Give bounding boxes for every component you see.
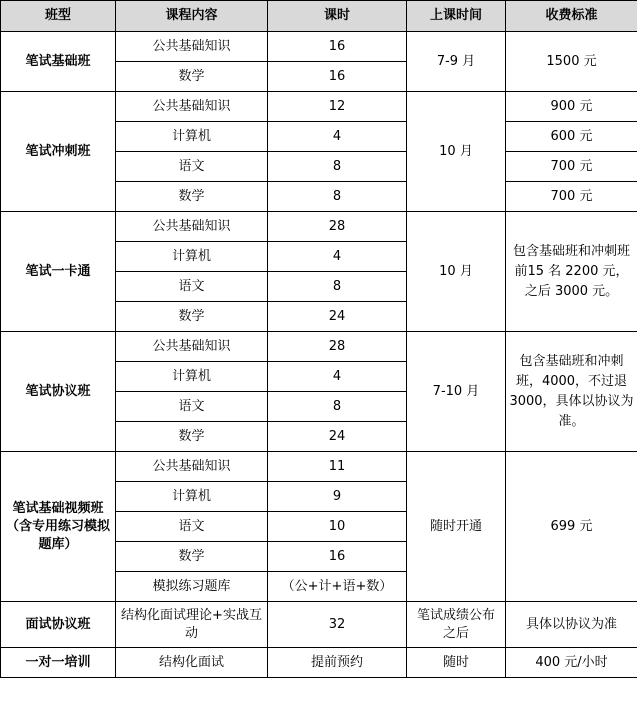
class-name: 笔试协议班 [1, 332, 116, 452]
course-hours: 16 [268, 62, 407, 92]
course-subject: 计算机 [116, 482, 268, 512]
class-time: 随时开通 [407, 452, 506, 602]
class-fee: 包含基础班和冲刺班，4000，不过退3000，具体以协议为准。 [506, 332, 637, 452]
course-hours: 9 [268, 482, 407, 512]
course-subject: 数学 [116, 302, 268, 332]
class-name: 笔试基础班 [1, 32, 116, 92]
table-row [1, 452, 637, 482]
header-course-content: 课程内容 [116, 1, 268, 32]
header-hours: 课时 [268, 1, 407, 32]
course-subject: 语文 [116, 152, 268, 182]
class-name: 笔试基础视频班（含专用练习模拟题库） [1, 452, 116, 602]
course-hours: 4 [268, 122, 407, 152]
class-name: 面试协议班 [1, 602, 116, 648]
class-time: 7-9 月 [407, 32, 506, 92]
course-hours: 4 [268, 242, 407, 272]
course-hours: 24 [268, 422, 407, 452]
table-row [1, 92, 637, 122]
class-name: 一对一培训 [1, 648, 116, 678]
course-hours: 24 [268, 302, 407, 332]
course-subject: 计算机 [116, 362, 268, 392]
course-subject: 结构化面试 [116, 648, 268, 678]
course-hours: 28 [268, 332, 407, 362]
header-row [1, 1, 637, 32]
course-fee: 900 元 [506, 92, 637, 122]
table-row [1, 332, 637, 362]
course-hours: 8 [268, 392, 407, 422]
course-subject: 数学 [116, 422, 268, 452]
table-row [1, 32, 637, 62]
class-name: 笔试冲刺班 [1, 92, 116, 212]
course-subject: 模拟练习题库 [116, 572, 268, 602]
course-subject: 语文 [116, 392, 268, 422]
course-hours: 12 [268, 92, 407, 122]
class-fee: 400 元/小时 [506, 648, 637, 678]
table-row [1, 648, 637, 678]
course-subject: 计算机 [116, 122, 268, 152]
course-subject: 数学 [116, 542, 268, 572]
class-time: 笔试成绩公布之后 [407, 602, 506, 648]
course-hours: 16 [268, 32, 407, 62]
course-fee: 600 元 [506, 122, 637, 152]
course-subject: 公共基础知识 [116, 92, 268, 122]
class-fee: 699 元 [506, 452, 637, 602]
table-row [1, 602, 637, 648]
class-time: 10 月 [407, 92, 506, 212]
course-subject: 计算机 [116, 242, 268, 272]
course-hours: 28 [268, 212, 407, 242]
course-subject: 公共基础知识 [116, 32, 268, 62]
course-hours: 32 [268, 602, 407, 648]
course-hours: （公+计+语+数） [268, 572, 407, 602]
class-time: 7-10 月 [407, 332, 506, 452]
class-time: 10 月 [407, 212, 506, 332]
course-hours: 8 [268, 272, 407, 302]
course-hours: 8 [268, 182, 407, 212]
course-fee: 700 元 [506, 182, 637, 212]
course-hours: 10 [268, 512, 407, 542]
course-hours: 4 [268, 362, 407, 392]
class-name: 笔试一卡通 [1, 212, 116, 332]
course-subject: 语文 [116, 272, 268, 302]
course-hours: 16 [268, 542, 407, 572]
course-subject: 公共基础知识 [116, 452, 268, 482]
header-fee: 收费标准 [506, 1, 637, 32]
class-time: 随时 [407, 648, 506, 678]
table-row [1, 212, 637, 242]
course-hours: 提前预约 [268, 648, 407, 678]
header-class-type: 班型 [1, 1, 116, 32]
course-fee: 700 元 [506, 152, 637, 182]
course-subject: 数学 [116, 182, 268, 212]
course-subject: 公共基础知识 [116, 212, 268, 242]
course-hours: 11 [268, 452, 407, 482]
header-class-time: 上课时间 [407, 1, 506, 32]
course-subject: 公共基础知识 [116, 332, 268, 362]
class-fee: 1500 元 [506, 32, 637, 92]
course-hours: 8 [268, 152, 407, 182]
class-fee: 包含基础班和冲刺班 前15 名 2200 元，之后 3000 元。 [506, 212, 637, 332]
course-subject: 结构化面试理论+实战互动 [116, 602, 268, 648]
class-fee: 具体以协议为准 [506, 602, 637, 648]
course-subject: 语文 [116, 512, 268, 542]
course-subject: 数学 [116, 62, 268, 92]
